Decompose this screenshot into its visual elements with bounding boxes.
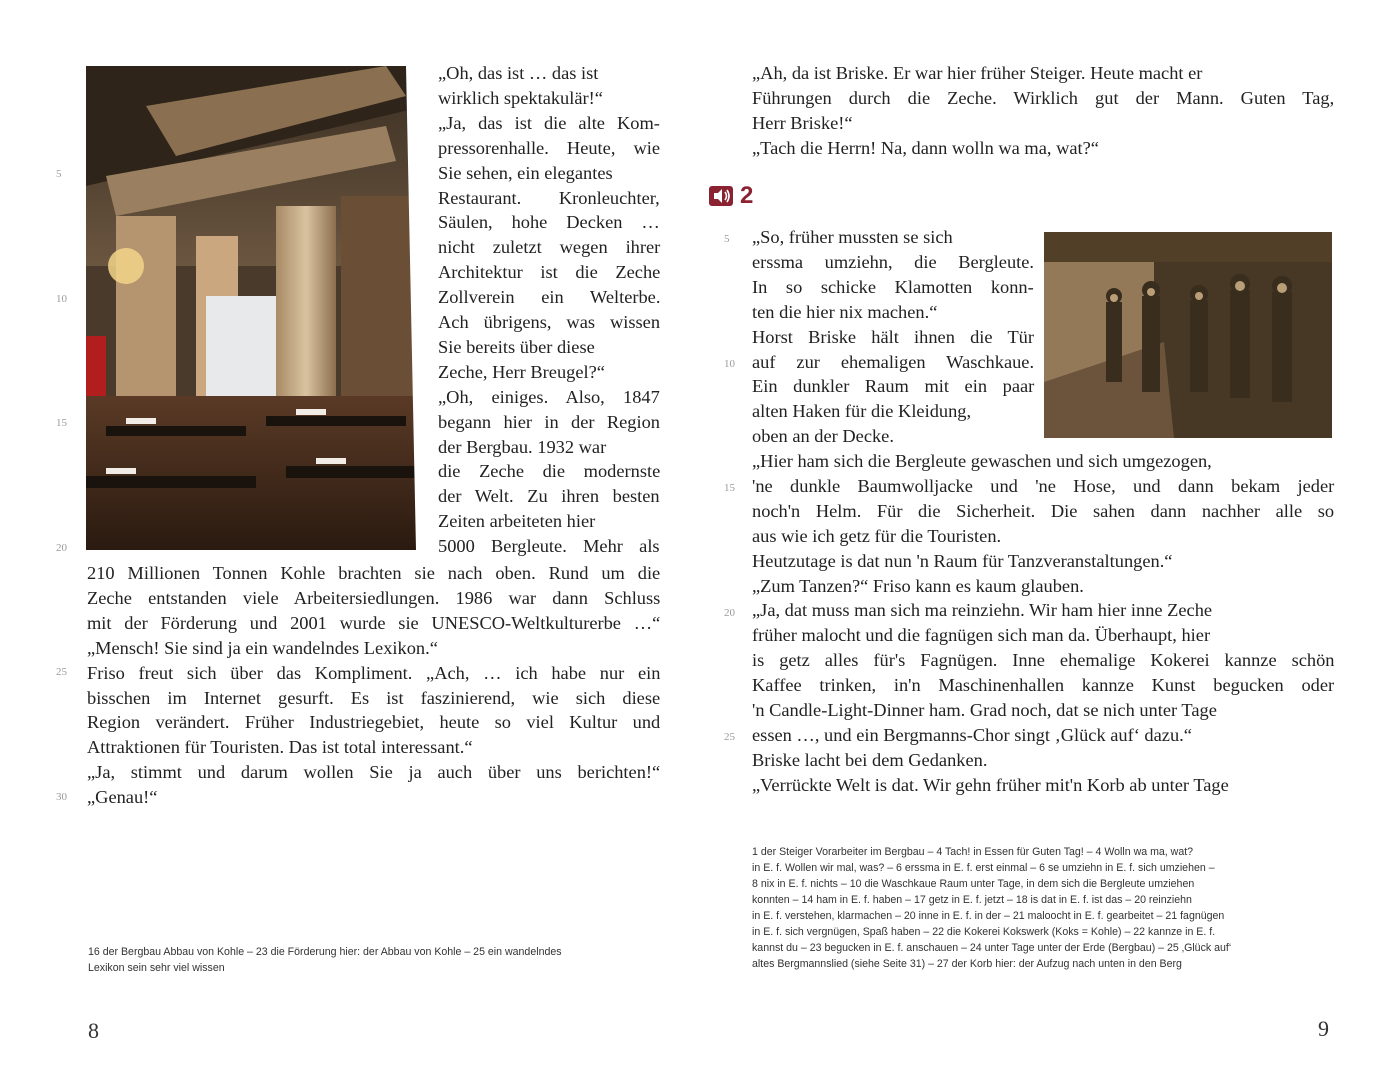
text-line: Region verändert. Früher Industriegebiet, heute so viel Kultur und	[87, 712, 661, 733]
text-line: „Ja, stimmt und darum wollen Sie ja auch über uns berichten!“	[87, 762, 661, 783]
footnote-line: altes Bergmannslied (siehe Seite 31) – 27 der Korb hier: der Aufzug nach unten in den Berg	[752, 958, 1182, 970]
text-line: In so schicke Klamotten konn-	[752, 276, 1034, 297]
text-line: Säulen, hohe Decken …	[438, 212, 660, 233]
text-line: auf zur ehemaligen Waschkaue.	[752, 351, 1035, 372]
text-line: Horst Briske hält ihnen die Tür	[752, 326, 1034, 347]
line-number: 10	[56, 292, 67, 305]
text-line: pressorenhalle. Heute, wie	[438, 137, 661, 158]
text-line: bisschen im Internet gesurft. Es ist faszinierend, wie sich diese	[87, 687, 661, 708]
page-number: 8	[88, 1018, 99, 1043]
text-line: die Zeche die modernste	[438, 461, 661, 482]
text-line: wirklich spektakulär!“	[438, 87, 603, 108]
text-line: Sie bereits über diese	[438, 336, 595, 357]
text-line: „Tach die Herrn! Na, dann wolln wa ma, wat?“	[752, 137, 1099, 158]
text-line: „Ja, dat muss man sich ma reinziehn. Wir ham hier inne Zeche	[752, 600, 1213, 621]
text-line: mit der Förderung und 2001 wurde sie UNESCO-Weltkulturerbe …“	[87, 612, 661, 633]
text-line: „Genau!“	[87, 787, 158, 808]
audio-track-number: 2	[740, 182, 754, 209]
text-line: Sie sehen, ein elegantes	[438, 162, 613, 183]
line-number: 20	[724, 606, 735, 619]
line-number: 20	[56, 541, 67, 554]
text-line: Briske lacht bei dem Gedanken.	[752, 749, 988, 770]
text-line: „Zum Tanzen?“ Friso kann es kaum glauben.	[752, 575, 1084, 596]
footnote-line: in E. f. sich vergnügen, Spaß haben – 22 die Kokerei Kokswerk (Koks = Kohle) – 22 kannze in E. f.	[752, 926, 1216, 938]
text-line: erssma umziehn, die Bergleute.	[752, 251, 1035, 272]
text-line: Restaurant. Kronleuchter,	[438, 187, 660, 208]
text-line: Friso freut sich über das Kompliment. „Ach, … ich habe nur ein	[87, 662, 661, 683]
text-line: essen …, und ein Bergmanns-Chor singt ‚Glück auf‘ dazu.“	[752, 724, 1192, 745]
text-line: Zollverein ein Welterbe.	[438, 287, 661, 308]
text-line: nicht zuletzt wegen ihrer	[438, 237, 661, 258]
text-line: 'ne dunkle Baumwolljacke und 'ne Hose, und dann bekam jeder	[752, 475, 1335, 496]
text-line: begann hier in der Region	[438, 411, 661, 432]
line-number: 5	[724, 233, 730, 245]
text-line: „Verrückte Welt is dat. Wir gehn früher mit'n Korb ab unter Tage	[752, 774, 1229, 795]
footnote-line: Lexikon sein sehr viel wissen	[88, 962, 225, 974]
text-line: noch'n Helm. Für die Sicherheit. Die sahen dann nachher alle so	[752, 500, 1335, 521]
line-number: 25	[56, 666, 67, 678]
text-line: „So, früher mussten se sich	[752, 227, 953, 247]
text-line: 'n Candle-Light-Dinner ham. Grad noch, dat se nich unter Tage	[752, 700, 1217, 720]
restaurant-photo	[86, 66, 426, 550]
text-line: Herr Briske!“	[752, 112, 853, 133]
text-line: Zeche entstanden viele Arbeitersiedlungen. 1986 war dann Schluss	[87, 587, 661, 608]
text-line: alten Haken für die Kleidung,	[752, 401, 972, 422]
text-line: Zeche, Herr Breugel?“	[438, 361, 605, 382]
text-line: Ein dunkler Raum mit ein paar	[752, 376, 1035, 397]
line-number: 5	[56, 168, 62, 180]
text-line: oben an der Decke.	[752, 426, 894, 447]
line-number: 30	[56, 790, 67, 803]
footnote-line: in E. f. Wollen wir mal, was? – 6 erssma in E. f. erst einmal – 6 se umziehn in E. f. sich umziehen –	[752, 862, 1215, 874]
footnote-line: 1 der Steiger Vorarbeiter im Bergbau – 4 Tach! in Essen für Guten Tag! – 4 Wolln wa ma, wat?	[752, 846, 1194, 858]
footnote-line: 16 der Bergbau Abbau von Kohle – 23 die Förderung hier: der Abbau von Kohle – 25 ein wandelndes	[88, 946, 562, 958]
text-line: Heutzutage is dat nun 'n Raum für Tanzveranstaltungen.“	[752, 550, 1173, 571]
right-footnote	[752, 844, 1231, 972]
text-line: ten die hier nix machen.“	[752, 301, 938, 322]
text-line: „Oh, einiges. Also, 1847	[438, 386, 660, 407]
line-number: 25	[724, 731, 735, 743]
text-line: is getz alles für's Fagnügen. Inne ehemalige Kokerei kannze schön	[752, 650, 1335, 671]
audio-track-marker[interactable]	[708, 182, 753, 210]
footnote-line: 8 nix in E. f. nichts – 10 die Waschkaue Raum unter Tage, in dem sich die Bergleute umziehen	[752, 878, 1195, 890]
speaker-icon	[708, 183, 734, 209]
text-line: Ach übrigens, was wissen	[438, 312, 661, 332]
line-number: 10	[724, 357, 735, 370]
text-line: 5000 Bergleute. Mehr als	[438, 536, 660, 557]
text-line: „Hier ham sich die Bergleute gewaschen und sich umgezogen,	[752, 451, 1212, 471]
text-line: „Mensch! Sie sind ja ein wandelndes Lexikon.“	[87, 637, 438, 658]
text-line: 210 Millionen Tonnen Kohle brachten sie nach oben. Rund um die	[87, 563, 661, 583]
right-page	[690, 0, 1380, 1080]
left-footnote	[88, 944, 562, 976]
text-line: Architektur ist die Zeche	[438, 262, 661, 283]
text-line: Führungen durch die Zeche. Wirklich gut der Mann. Guten Tag,	[752, 87, 1335, 108]
text-line: Attraktionen für Touristen. Das ist total interessant.“	[87, 737, 473, 758]
text-line: früher malocht und die fagnügen sich man da. Überhaupt, hier	[752, 625, 1211, 646]
page-number: 9	[1318, 1016, 1329, 1041]
text-line: der Welt. Zu ihren besten	[438, 486, 660, 507]
footnote-line: konnten – 14 ham in E. f. haben – 17 getz in E. f. jetzt – 18 is dat in E. f. ist das – 20 reinziehn	[752, 894, 1192, 906]
miners-photo	[1044, 232, 1332, 438]
line-number: 15	[724, 482, 735, 494]
line-number: 15	[56, 417, 67, 429]
text-line: Kaffee trinken, in'n Maschinenhallen kannze Kunst begucken oder	[752, 675, 1335, 696]
text-line: „Ah, da ist Briske. Er war hier früher Steiger. Heute macht er	[752, 63, 1203, 83]
text-line: der Bergbau. 1932 war	[438, 436, 607, 457]
text-line: aus wie ich getz für die Touristen.	[752, 525, 1002, 546]
text-line: „Ja, das ist die alte Kom-	[438, 112, 660, 133]
text-line: Zeiten arbeiteten hier	[438, 511, 596, 532]
footnote-line: in E. f. verstehen, klarmachen – 20 inne in E. f. in der – 21 maloocht in E. f. gearbeitet – 21 fagnügen	[752, 910, 1225, 922]
footnote-line: kannst du – 23 begucken in E. f. anschauen – 24 unter Tage unter der Erde (Bergbau) – 25 ‚Glück auf‘	[752, 942, 1232, 954]
text-line: „Oh, das ist … das ist	[438, 63, 599, 83]
